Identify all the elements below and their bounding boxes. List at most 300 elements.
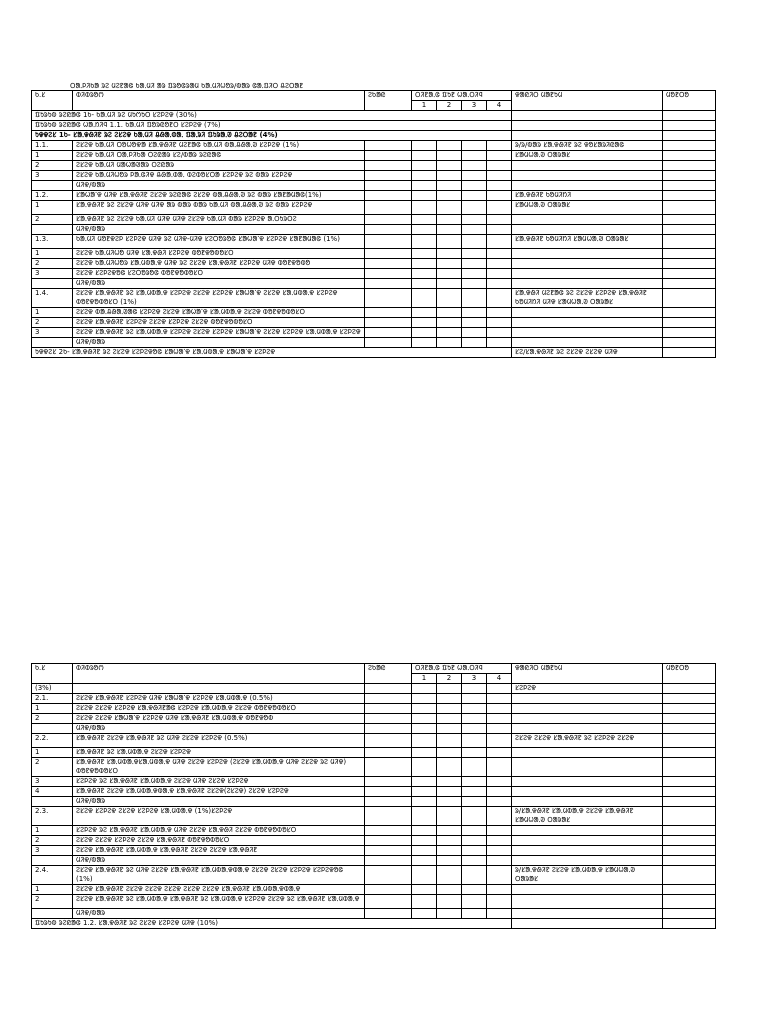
quarter-1-cell	[412, 734, 437, 748]
unit-cell	[365, 885, 412, 895]
quarter-3-cell	[462, 777, 487, 787]
section-heading: ᱯᱩᱨᱩᱵ ᱨᱮᱭᱟᱜ 1.2. ᱥᱟᱹᱫᱷᱤᱱ ᱨᱮ ᱮᱥᱮᱫ ᱥᱮᱞᱮᱫ ᱢᱤᱫ (10%)	[32, 919, 512, 929]
quarter-1-cell	[412, 235, 437, 249]
unit-cell	[365, 807, 412, 826]
quarter-3-cell	[462, 856, 487, 866]
table-row	[32, 797, 716, 807]
quarter-1-cell	[412, 141, 437, 151]
responsible-cell	[512, 181, 663, 191]
quarter-3-cell	[462, 201, 487, 215]
remark-cell	[663, 215, 716, 225]
unit-cell	[365, 856, 412, 866]
remark-cell	[663, 181, 716, 191]
description-cell: ᱥᱟᱹᱫᱷᱤᱱ ᱮᱥᱮᱫ ᱥᱟᱹᱢᱵᱟᱹᱫᱵᱟᱹᱫ ᱥᱟᱹᱫᱷᱤᱱ ᱮᱥᱮᱫ(ᱮᱥᱮᱫ) ᱮᱥᱮᱫ ᱥᱮᱞᱮᱫ	[73, 787, 365, 797]
serial-number-cell: 1	[32, 249, 73, 259]
serial-number-cell	[32, 338, 73, 348]
description-cell: ᱮᱥᱮᱫ ᱥᱟᱹᱫᱷᱤᱱ ᱮᱥᱮᱫ ᱮᱥᱮᱫ ᱮᱥᱮᱫ ᱮᱥᱮᱫ ᱮᱥᱮᱫ ᱥᱟᱹᱫᱷᱤᱱ ᱥᱟᱹᱢᱵᱟᱹᱫᱵᱟᱹᱫ	[73, 885, 365, 895]
quarter-2-cell	[437, 846, 462, 856]
remark-cell	[663, 308, 716, 318]
quarter-3-cell	[462, 279, 487, 289]
serial-number-cell: 2	[32, 895, 73, 909]
responsible-cell	[512, 328, 663, 338]
quarter-3-cell	[462, 308, 487, 318]
remark-cell	[663, 151, 716, 161]
table-row	[32, 856, 716, 866]
quarter-4-cell	[487, 318, 512, 328]
header-q2: 2	[437, 674, 462, 684]
serial-number-cell: 2	[32, 758, 73, 777]
header-q2: 2	[437, 101, 462, 111]
description-cell: ᱮᱥᱮᱫ ᱠᱟᱹᱢᱤ ᱢᱟᱦᱟᱣᱟᱨ ᱛᱮᱭᱟᱨ	[73, 161, 365, 171]
responsible-cell	[512, 836, 663, 846]
header-unit: ᱮᱠᱟᱭ	[365, 664, 412, 684]
header-q3: 3	[462, 674, 487, 684]
quarter-2-cell	[437, 758, 462, 777]
quarter-2-cell	[437, 704, 462, 714]
responsible-cell: ᱥᱮ/ᱥᱟᱹᱫᱷᱤᱱ ᱨᱮ ᱮᱥᱮᱫ ᱮᱥᱮᱫ ᱢᱤᱫ	[512, 348, 663, 358]
table-row	[32, 191, 716, 201]
serial-number-cell	[32, 181, 73, 191]
remark-cell	[663, 748, 716, 758]
quarter-2-cell	[437, 161, 462, 171]
quarter-3-cell	[462, 748, 487, 758]
responsible-cell: ᱥᱮᱞᱮᱫ	[512, 684, 663, 694]
serial-number-cell: (3%)	[32, 684, 73, 694]
description-cell: ᱢᱤᱫ/ᱵᱟᱨ	[73, 338, 365, 348]
quarter-3-cell	[462, 694, 487, 704]
quarter-2-cell	[437, 694, 462, 704]
unit-cell	[365, 308, 412, 318]
quarter-3-cell	[462, 787, 487, 797]
quarter-3-cell	[462, 191, 487, 201]
description-cell: ᱥᱟᱹᱫᱷᱤᱱ ᱨᱮ ᱥᱟᱹᱢᱵᱟᱹᱫ ᱮᱥᱮᱫ ᱥᱮᱞᱮᱫ	[73, 748, 365, 758]
quarter-2-cell	[437, 684, 462, 694]
quarter-3-cell	[462, 259, 487, 269]
quarter-1-cell	[412, 249, 437, 259]
responsible-cell	[512, 131, 663, 141]
header-q4: 4	[487, 101, 512, 111]
unit-cell	[365, 758, 412, 777]
table-row	[32, 279, 716, 289]
quarter-4-cell	[487, 328, 512, 338]
quarter-2-cell	[437, 328, 462, 338]
table-row	[32, 885, 716, 895]
quarter-3-cell	[462, 181, 487, 191]
header-responsible: ᱫᱟᱭᱤᱛ ᱢᱟᱱᱩᱢ	[512, 664, 663, 684]
unit-cell	[365, 777, 412, 787]
header-quarter: ᱛᱤᱱᱟᱹᱜ ᱯᱩᱱ ᱦᱟᱹᱛᱤᱧ	[412, 91, 512, 101]
quarter-2-cell	[437, 885, 462, 895]
quarter-3-cell	[462, 225, 487, 235]
responsible-cell: ᱥᱟᱹᱫᱷᱤ ᱢᱮᱱᱟᱜ ᱨᱮ ᱮᱥᱮᱫ ᱥᱮᱞᱮᱫ ᱥᱟᱹᱫᱷᱤᱱ ᱠᱚᱢᱤᱴᱤ ᱢᱤᱫ ᱥᱟᱢᱦᱟᱹᱣ ᱛᱟᱨᱟᱥ	[512, 289, 663, 308]
remark-cell	[663, 348, 716, 358]
responsible-cell	[512, 846, 663, 856]
responsible-cell	[512, 338, 663, 348]
plan-table-page-2	[31, 663, 716, 929]
quarter-4-cell	[487, 338, 512, 348]
unit-cell	[365, 289, 412, 308]
description-cell: ᱢᱤᱫ/ᱵᱟᱨ	[73, 909, 365, 919]
table-row	[32, 787, 716, 797]
description-cell: ᱮᱥᱮᱫ ᱠᱟᱹᱢᱤᱦᱚ ᱢᱤᱫ ᱥᱟᱹᱫᱷᱤ ᱥᱮᱞᱮᱫ ᱵᱚᱱᱫᱚᱵᱚᱥᱛ	[73, 249, 365, 259]
serial-number-cell	[32, 225, 73, 235]
serial-number-cell	[32, 724, 73, 734]
quarter-3-cell	[462, 724, 487, 734]
quarter-4-cell	[487, 836, 512, 846]
unit-cell	[365, 724, 412, 734]
quarter-1-cell	[412, 181, 437, 191]
table-row	[32, 269, 716, 279]
table-row	[32, 181, 716, 191]
quarter-3-cell	[462, 758, 487, 777]
unit-cell	[365, 171, 412, 181]
quarter-2-cell	[437, 215, 462, 225]
remark-cell	[663, 235, 716, 249]
quarter-4-cell	[487, 758, 512, 777]
description-cell: ᱮᱥᱮᱫ ᱥᱮᱞᱮᱫᱚᱜ ᱥᱮᱛᱚᱨᱚᱜ ᱵᱚᱱᱫᱚᱵᱚᱥᱛ	[73, 269, 365, 279]
quarter-3-cell	[462, 826, 487, 836]
serial-number-cell: 1	[32, 748, 73, 758]
responsible-cell	[512, 885, 663, 895]
table-row	[32, 225, 716, 235]
quarter-2-cell	[437, 259, 462, 269]
quarter-1-cell	[412, 787, 437, 797]
remark-cell	[663, 807, 716, 826]
responsible-cell	[512, 724, 663, 734]
table-row	[32, 201, 716, 215]
quarter-4-cell	[487, 181, 512, 191]
quarter-4-cell	[487, 249, 512, 259]
unit-cell	[365, 704, 412, 714]
remark-cell	[663, 885, 716, 895]
table-row	[32, 758, 716, 777]
remark-cell	[663, 259, 716, 269]
table-row	[32, 846, 716, 856]
quarter-3-cell	[462, 684, 487, 694]
header-q4: 4	[487, 674, 512, 684]
quarter-1-cell	[412, 846, 437, 856]
remark-cell	[663, 171, 716, 181]
quarter-1-cell	[412, 289, 437, 308]
table-row	[32, 895, 716, 909]
serial-number-cell: 1	[32, 704, 73, 714]
table-row	[32, 259, 716, 269]
serial-number-cell: 1	[32, 201, 73, 215]
table-row	[32, 338, 716, 348]
description-cell: ᱮᱥᱮᱫ ᱠᱟᱹᱢᱤ ᱛᱚᱦᱚᱫᱟ ᱥᱟᱹᱫᱷᱤᱱ ᱢᱮᱱᱟᱜ ᱠᱟᱹᱢᱤ ᱵᱟᱹᱪᱷᱟᱹᱣ ᱥᱮᱞᱮᱫ (1%)	[73, 141, 365, 151]
table-row	[32, 289, 716, 308]
quarter-4-cell	[487, 279, 512, 289]
table-row	[32, 151, 716, 161]
remark-cell	[663, 111, 716, 121]
serial-number-cell: 2.4.	[32, 866, 73, 885]
quarter-4-cell	[487, 807, 512, 826]
header-remark: ᱢᱚᱱᱛᱚ	[663, 664, 716, 684]
quarter-2-cell	[437, 777, 462, 787]
quarter-2-cell	[437, 151, 462, 161]
header-unit: ᱮᱠᱟᱭ	[365, 91, 412, 111]
table-row	[32, 328, 716, 338]
quarter-4-cell	[487, 777, 512, 787]
responsible-cell	[512, 308, 663, 318]
serial-number-cell: 1.3.	[32, 235, 73, 249]
header-q3: 3	[462, 101, 487, 111]
quarter-2-cell	[437, 201, 462, 215]
quarter-2-cell	[437, 895, 462, 909]
header-sn: ᱠ.ᱥ	[32, 664, 73, 684]
header-quarter: ᱛᱤᱱᱟᱹᱜ ᱯᱩᱱ ᱦᱟᱹᱛᱤᱧ	[412, 664, 512, 674]
quarter-4-cell	[487, 269, 512, 279]
description-cell: ᱠᱟᱹᱢᱤ ᱢᱚᱱᱫᱮᱞ ᱥᱮᱞᱮᱫ ᱢᱤᱫ ᱨᱮ ᱢᱤᱫ-ᱢᱤᱫ ᱥᱮᱛᱚᱨᱚᱜ ᱥᱟᱦᱟᱸᱫ ᱥᱮᱞᱮᱫ ᱥᱟᱱᱟᱢᱟᱜ (1%)	[73, 235, 365, 249]
quarter-4-cell	[487, 856, 512, 866]
unit-cell	[365, 734, 412, 748]
table-row	[32, 909, 716, 919]
serial-number-cell: 2	[32, 161, 73, 171]
header-sn: ᱠ.ᱥ	[32, 91, 73, 111]
table-row	[32, 141, 716, 151]
serial-number-cell: 1	[32, 885, 73, 895]
quarter-2-cell	[437, 787, 462, 797]
remark-cell	[663, 318, 716, 328]
header-responsible: ᱫᱟᱭᱤᱛ ᱢᱟᱱᱩᱢ	[512, 91, 663, 111]
remark-cell	[663, 836, 716, 846]
remark-cell	[663, 734, 716, 748]
responsible-cell	[512, 748, 663, 758]
quarter-2-cell	[437, 171, 462, 181]
responsible-cell	[512, 171, 663, 181]
quarter-2-cell	[437, 807, 462, 826]
remark-cell	[663, 866, 716, 885]
quarter-3-cell	[462, 734, 487, 748]
serial-number-cell: 1	[32, 826, 73, 836]
responsible-cell	[512, 777, 663, 787]
unit-cell	[365, 279, 412, 289]
unit-cell	[365, 797, 412, 807]
header-q1: 1	[412, 674, 437, 684]
table-row	[32, 694, 716, 704]
remark-cell	[663, 131, 716, 141]
remark-cell	[663, 161, 716, 171]
unit-cell	[365, 694, 412, 704]
remark-cell	[663, 279, 716, 289]
description-cell: ᱢᱤᱫ/ᱵᱟᱨ	[73, 225, 365, 235]
description-cell: ᱮᱥᱮᱫ ᱥᱮᱞᱮᱫ ᱮᱥᱮᱫ ᱥᱮᱞᱮᱫ ᱥᱟᱹᱢᱵᱟᱹᱫ (1%)ᱥᱮᱞᱮᱫ	[73, 807, 365, 826]
unit-cell	[365, 191, 412, 201]
quarter-3-cell	[462, 235, 487, 249]
plan-table-page-1	[31, 90, 716, 358]
quarter-1-cell	[412, 885, 437, 895]
responsible-cell	[512, 318, 663, 328]
serial-number-cell: 2	[32, 259, 73, 269]
responsible-cell	[512, 249, 663, 259]
description-cell: ᱢᱤᱫ/ᱵᱟᱨ	[73, 797, 365, 807]
serial-number-cell: 2	[32, 318, 73, 328]
description-cell: ᱥᱮᱞᱮᱫ ᱨᱮ ᱥᱟᱹᱫᱷᱤᱱ ᱥᱟᱹᱢᱵᱟᱹᱫ ᱢᱤᱫ ᱮᱥᱮᱫ ᱥᱟᱹᱫᱷᱤ ᱮᱥᱮᱫ ᱵᱚᱱᱫᱚᱵᱚᱥᱛ	[73, 826, 365, 836]
remark-cell	[663, 909, 716, 919]
quarter-4-cell	[487, 161, 512, 171]
description-cell: ᱮᱥᱮᱫ ᱥᱟᱹᱫᱷᱤᱱ ᱥᱮᱞᱮᱫ ᱮᱥᱮᱫ ᱥᱮᱞᱮᱫ ᱮᱥᱮᱫ ᱵᱚᱱᱫᱚᱵᱚᱥᱛ	[73, 318, 365, 328]
remark-cell	[663, 694, 716, 704]
remark-cell	[663, 856, 716, 866]
responsible-cell	[512, 225, 663, 235]
remark-cell	[663, 121, 716, 131]
remark-cell	[663, 328, 716, 338]
remark-cell	[663, 826, 716, 836]
serial-number-cell: 3	[32, 171, 73, 181]
quarter-1-cell	[412, 895, 437, 909]
section-heading: ᱩᱫᱫᱮᱥ 1ᱠ- ᱥᱟᱹᱫᱷᱤᱱ ᱨᱮ ᱮᱥᱮᱫ ᱠᱟᱹᱢᱤ ᱪᱷᱟᱹᱰᱟᱹ ᱯᱟᱹᱨᱤ ᱯᱩᱨᱟᱹᱣ ᱪᱮᱛᱟᱱ (4%)	[32, 131, 512, 141]
quarter-2-cell	[437, 724, 462, 734]
description-cell: ᱮᱥᱮᱫ ᱥᱟᱹᱫᱷᱤᱱ ᱨᱮ ᱥᱟᱹᱢᱵᱟᱹᱫ ᱥᱮᱞᱮᱫ ᱮᱥᱮᱫ ᱥᱮᱞᱮᱫ ᱥᱟᱦᱟᱸᱫ ᱮᱥᱮᱫ ᱥᱮᱞᱮᱫ ᱥᱟᱹᱢᱵᱟᱹᱫ ᱥᱮᱞᱮᱫ	[73, 328, 365, 338]
quarter-1-cell	[412, 279, 437, 289]
quarter-1-cell	[412, 225, 437, 235]
serial-number-cell: 2	[32, 215, 73, 225]
quarter-3-cell	[462, 151, 487, 161]
unit-cell	[365, 141, 412, 151]
table-row	[32, 215, 716, 225]
quarter-4-cell	[487, 201, 512, 215]
table-row	[32, 171, 716, 181]
quarter-3-cell	[462, 338, 487, 348]
unit-cell	[365, 328, 412, 338]
remark-cell	[663, 289, 716, 308]
quarter-2-cell	[437, 269, 462, 279]
table-row	[32, 684, 716, 694]
unit-cell	[365, 259, 412, 269]
quarter-2-cell	[437, 714, 462, 724]
remark-cell	[663, 338, 716, 348]
description-cell: ᱮᱥᱮᱫ ᱠᱟᱹᱢᱤ ᱛᱟᱹᱞᱤᱠᱟ ᱛᱮᱭᱟᱨ ᱥᱮ/ᱵᱟᱨ ᱨᱮᱭᱟᱜ	[73, 151, 365, 161]
table-row	[32, 131, 716, 141]
quarter-4-cell	[487, 215, 512, 225]
unit-cell	[365, 338, 412, 348]
quarter-3-cell	[462, 318, 487, 328]
quarter-2-cell	[437, 856, 462, 866]
table-row	[32, 777, 716, 787]
quarter-4-cell	[487, 308, 512, 318]
table-row	[32, 748, 716, 758]
quarter-1-cell	[412, 694, 437, 704]
serial-number-cell	[32, 797, 73, 807]
quarter-4-cell	[487, 787, 512, 797]
table-row	[32, 308, 716, 318]
quarter-3-cell	[462, 714, 487, 724]
quarter-3-cell	[462, 885, 487, 895]
responsible-cell	[512, 919, 663, 929]
remark-cell	[663, 714, 716, 724]
responsible-cell: ᱥᱟᱹᱫᱷᱤᱱ ᱠᱚᱢᱤᱴᱤ ᱥᱟᱢᱦᱟᱹᱣ ᱛᱟᱨᱟᱥ	[512, 235, 663, 249]
quarter-2-cell	[437, 181, 462, 191]
table-header-row	[32, 91, 716, 101]
table-row	[32, 318, 716, 328]
serial-number-cell: 1	[32, 308, 73, 318]
remark-cell	[663, 249, 716, 259]
unit-cell	[365, 181, 412, 191]
quarter-1-cell	[412, 328, 437, 338]
quarter-3-cell	[462, 846, 487, 856]
description-cell: ᱮᱥᱮᱫ ᱮᱥᱮᱫ ᱥᱟᱦᱟᱸᱫ ᱥᱮᱞᱮᱫ ᱢᱤᱫ ᱥᱟᱹᱫᱷᱤᱱ ᱥᱟᱹᱢᱵᱟᱹᱫ ᱵᱚᱱᱫᱚᱵ	[73, 714, 365, 724]
quarter-2-cell	[437, 289, 462, 308]
description-cell: ᱥᱮᱞᱮᱫ ᱨᱮ ᱥᱟᱹᱫᱷᱤᱱ ᱥᱟᱹᱢᱵᱟᱹᱫ ᱮᱥᱮᱫ ᱢᱤᱫ ᱮᱥᱮᱫ ᱥᱮᱞᱮᱫ	[73, 777, 365, 787]
unit-cell	[365, 235, 412, 249]
quarter-2-cell	[437, 836, 462, 846]
description-cell: ᱮᱥᱮᱫ ᱵᱟᱹᱪᱷᱟᱹᱣᱟᱜ ᱥᱮᱞᱮᱫ ᱮᱥᱮᱫ ᱥᱟᱦᱟᱸᱫ ᱥᱟᱹᱢᱵᱟᱹᱫ ᱮᱥᱮᱫ ᱵᱚᱱᱫᱚᱵᱚᱥᱛ	[73, 308, 365, 318]
quarter-1-cell	[412, 201, 437, 215]
quarter-2-cell	[437, 279, 462, 289]
quarter-3-cell	[462, 269, 487, 279]
quarter-2-cell	[437, 866, 462, 885]
remark-cell	[663, 201, 716, 215]
table-row	[32, 235, 716, 249]
quarter-2-cell	[437, 235, 462, 249]
table-row	[32, 826, 716, 836]
responsible-cell	[512, 259, 663, 269]
quarter-3-cell	[462, 836, 487, 846]
quarter-4-cell	[487, 141, 512, 151]
responsible-cell: ᱥᱟᱢᱦᱟᱹᱣ ᱛᱟᱨᱟᱥ	[512, 151, 663, 161]
quarter-1-cell	[412, 909, 437, 919]
table-row	[32, 348, 716, 358]
responsible-cell	[512, 758, 663, 777]
table-row	[32, 866, 716, 885]
table-caption: ᱛᱟᱹᱞᱤᱠᱟ ᱨᱮ ᱢᱮᱱᱟᱜ ᱠᱟᱹᱢᱤ ᱟᱨ ᱯᱨᱚᱜᱨᱟᱢ ᱠᱟᱹᱢᱤᱦᱚᱨ/ᱵᱟᱨ ᱜᱟᱹᱯᱤᱛ ᱪᱮᱛᱟᱱ	[70, 82, 304, 90]
table-row	[32, 161, 716, 171]
remark-cell	[663, 758, 716, 777]
responsible-cell: ᱥᱟᱢᱦᱟᱹᱣ ᱛᱟᱨᱟᱥ	[512, 201, 663, 215]
quarter-3-cell	[462, 328, 487, 338]
serial-number-cell: 2	[32, 836, 73, 846]
table-row	[32, 836, 716, 846]
quarter-1-cell	[412, 215, 437, 225]
quarter-2-cell	[437, 826, 462, 836]
quarter-1-cell	[412, 856, 437, 866]
description-cell: ᱮᱥᱮᱫ ᱥᱟᱹᱫᱷᱤᱱ ᱥᱟᱹᱢᱵᱟᱹᱫ ᱥᱟᱹᱫᱷᱤᱱ ᱮᱥᱮᱫ ᱮᱥᱮᱫ ᱥᱟᱹᱫᱷᱤᱱ	[73, 846, 365, 856]
remark-cell	[663, 777, 716, 787]
quarter-4-cell	[487, 846, 512, 856]
responsible-cell	[512, 161, 663, 171]
serial-number-cell: 3	[32, 269, 73, 279]
unit-cell	[365, 826, 412, 836]
quarter-1-cell	[412, 259, 437, 269]
responsible-cell: ᱥᱟᱹᱫᱷᱤᱱ ᱠᱚᱢᱤᱴᱤ	[512, 191, 663, 201]
table-row	[32, 807, 716, 826]
responsible-cell	[512, 797, 663, 807]
serial-number-cell: 2.2.	[32, 734, 73, 748]
unit-cell	[365, 201, 412, 215]
remark-cell	[663, 846, 716, 856]
description-cell: ᱮᱥᱮᱫ ᱥᱟᱹᱫᱷᱤᱱ ᱨᱮ ᱥᱟᱹᱢᱵᱟᱹᱫ ᱥᱮᱞᱮᱫ ᱮᱥᱮᱫ ᱥᱮᱞᱮᱫ ᱥᱟᱦᱟᱸᱫ ᱮᱥᱮᱫ ᱥᱟᱹᱢᱵᱟᱹᱫ ᱥᱮᱞᱮᱫ ᱵᱚᱱᱫᱚᱵᱚᱥᱛ (1%)	[73, 289, 365, 308]
unit-cell	[365, 269, 412, 279]
serial-number-cell: 3	[32, 328, 73, 338]
quarter-4-cell	[487, 694, 512, 704]
serial-number-cell: 1.2.	[32, 191, 73, 201]
quarter-2-cell	[437, 734, 462, 748]
quarter-1-cell	[412, 308, 437, 318]
description-cell: ᱥᱟᱹᱫᱷᱤᱱ ᱨᱮ ᱮᱥᱮᱫ ᱢᱤᱫ ᱢᱤᱫ ᱟᱨ ᱵᱟᱨ ᱵᱟᱨ ᱠᱟᱹᱢᱤ ᱵᱟᱹᱪᱷᱟᱹᱣ ᱨᱮ ᱵᱟᱨ ᱥᱮᱞᱮᱫ	[73, 201, 365, 215]
remark-cell	[663, 919, 716, 929]
remark-cell	[663, 225, 716, 235]
quarter-4-cell	[487, 684, 512, 694]
unit-cell	[365, 225, 412, 235]
quarter-1-cell	[412, 338, 437, 348]
quarter-1-cell	[412, 714, 437, 724]
quarter-4-cell	[487, 797, 512, 807]
description-cell: ᱥᱟᱦᱟᱸᱫ ᱢᱤᱫ ᱥᱟᱹᱫᱷᱤᱱ ᱮᱥᱮᱫ ᱨᱮᱭᱟᱜ ᱮᱥᱮᱫ ᱵᱟᱹᱪᱷᱟᱹᱣ ᱨᱮ ᱵᱟᱨ ᱥᱟᱱᱟᱢᱟᱜ(1%)	[73, 191, 365, 201]
responsible-cell	[512, 215, 663, 225]
description-cell: ᱢᱤᱫ/ᱵᱟᱨ	[73, 279, 365, 289]
table-row	[32, 734, 716, 748]
remark-cell	[663, 191, 716, 201]
